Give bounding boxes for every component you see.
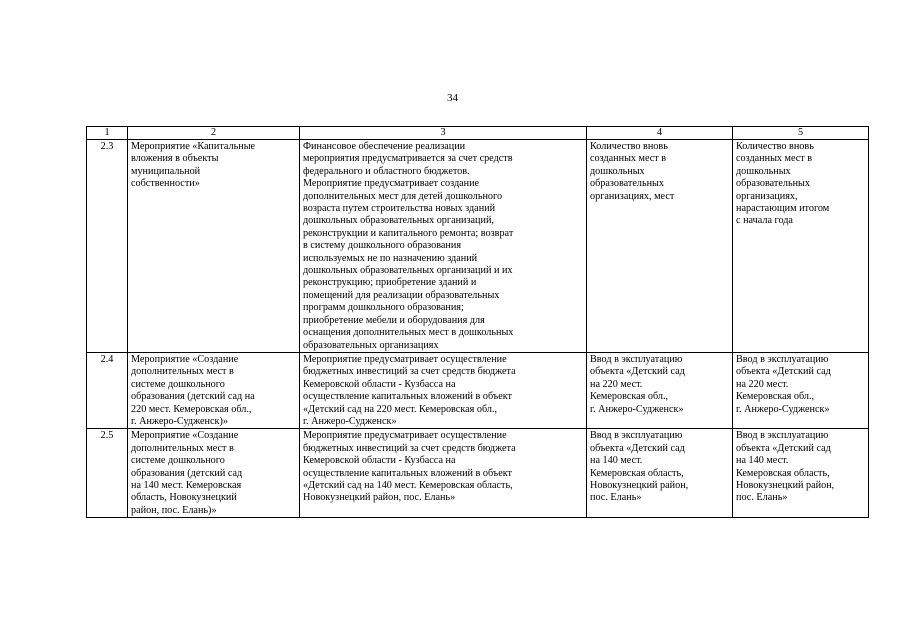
cell-text-line: возраста путем строительства новых зданий (303, 203, 496, 215)
table-row (87, 429, 869, 518)
cell-text-line: 220 мест. Кемеровская обл., (131, 403, 252, 415)
row-number: 2.4 (87, 352, 128, 428)
cell-text-line: программ дошкольного образования; (303, 302, 464, 314)
cell-text-line: Кемеровская обл., (736, 391, 815, 403)
cell-text-line: осуществление капитальных вложений в объект (303, 467, 512, 479)
cell-text-line: бюджетных инвестиций за счет средств бюджета (303, 366, 516, 378)
column-header: 5 (733, 127, 869, 140)
cell-text-line: Кемеровская обл., (590, 391, 669, 403)
cell-text-line: с начала года (736, 215, 793, 227)
row-number: 2.3 (87, 140, 128, 353)
page-number: 34 (447, 92, 458, 104)
cell-text-line: г. Анжеро-Судженск» (590, 403, 684, 415)
cell-text-line: район, пос. Елань)» (131, 504, 217, 516)
table-header-row (87, 127, 869, 140)
cell-text-line: Кемеровской области - Кузбасса на (303, 455, 456, 467)
table-row (87, 352, 869, 428)
cell-text-line: федерального и областного бюджетов. (303, 165, 470, 177)
cell-text-line: бюджетных инвестиций за счет средств бюджета (303, 442, 516, 454)
cell-text-line: Кемеровская область, (736, 467, 830, 479)
cell-text-line: «Детский сад на 220 мест. Кемеровская обл., (303, 403, 498, 415)
cell-text-line: Мероприятие предусматривает осуществление (303, 430, 507, 442)
cell-text-line: муниципальной (131, 165, 201, 177)
cell-text-line: системе дошкольного (131, 455, 225, 467)
cell-text-line: дошкольных образовательных организаций, (303, 215, 494, 227)
cell-text-line: дошкольных образовательных организаций и их (303, 265, 513, 277)
cell-text-line: дополнительных мест для детей дошкольного (303, 190, 503, 202)
cell-text-line: Ввод в эксплуатацию (736, 353, 829, 365)
measure-description-cell (300, 140, 587, 353)
cell-text-line: дошкольных (590, 165, 645, 177)
measure-name-cell (128, 140, 300, 353)
cell-text-line: область, Новокузнецкий (131, 492, 237, 504)
column-header: 2 (128, 127, 300, 140)
column-header: 4 (587, 127, 733, 140)
cell-text-line: реконструкцию; приобретение зданий и (303, 277, 477, 289)
cell-text-line: на 220 мест. (736, 378, 789, 390)
cell-text-line: образовательных (590, 178, 664, 190)
measure-name-cell (128, 429, 300, 518)
cell-text-line: организациях, (736, 190, 798, 202)
cell-text-line: осуществление капитальных вложений в объект (303, 391, 512, 403)
cell-text-line: созданных мест в (590, 153, 667, 165)
cell-text-line: г. Анжеро-Судженск» (303, 415, 397, 427)
cell-text-line: дошкольных (736, 165, 791, 177)
measure-description-cell (300, 429, 587, 518)
cell-text-line: в систему дошкольного образования (303, 240, 462, 252)
cell-text-line: собственности» (131, 178, 200, 190)
cell-text-line: г. Анжеро-Судженск)» (131, 415, 228, 427)
indicator-method-cell (733, 140, 869, 353)
cell-text-line: образовательных организациях (303, 339, 439, 351)
cell-text-line: Мероприятие «Создание (131, 353, 239, 365)
cell-text-line: Кемеровская область, (590, 467, 684, 479)
cell-text-line: на 140 мест. (590, 455, 643, 467)
cell-text-line: нарастающим итогом (736, 203, 830, 215)
cell-text-line: Ввод в эксплуатацию (590, 353, 683, 365)
cell-text-line: Новокузнецкий район, (736, 479, 835, 491)
cell-text-line: вложения в объекты (131, 153, 219, 165)
row-number: 2.5 (87, 429, 128, 518)
cell-text-line: Количество вновь (590, 141, 668, 152)
table-row (87, 140, 869, 353)
cell-text-line: Новокузнецкий район, (590, 479, 689, 491)
cell-text-line: системе дошкольного (131, 378, 225, 390)
cell-text-line: Финансовое обеспечение реализации (303, 141, 466, 152)
cell-text-line: мероприятия предусматривается за счет средств (303, 153, 513, 165)
cell-text-line: приобретение мебели и оборудования для (303, 314, 485, 326)
cell-text-line: помещений для реализации образовательных (303, 289, 500, 301)
measures-table (86, 126, 869, 518)
cell-text-line: образовательных (736, 178, 810, 190)
cell-text-line: Ввод в эксплуатацию (590, 430, 683, 442)
cell-text-line: г. Анжеро-Судженск» (736, 403, 830, 415)
indicator-method-cell (733, 429, 869, 518)
measure-name-cell (128, 352, 300, 428)
cell-text-line: дополнительных мест в (131, 366, 234, 378)
cell-text-line: образования (детский сад (131, 467, 243, 479)
cell-text-line: Мероприятие предусматривает создание (303, 178, 480, 190)
column-header: 3 (300, 127, 587, 140)
indicator-name-cell (587, 352, 733, 428)
cell-text-line: пос. Елань» (736, 492, 788, 504)
cell-text-line: Мероприятие «Капитальные (131, 141, 256, 152)
cell-text-line: дополнительных мест в (131, 442, 234, 454)
cell-text-line: организациях, мест (590, 190, 675, 202)
cell-text-line: пос. Елань» (590, 492, 642, 504)
cell-text-line: объекта «Детский сад (736, 366, 831, 378)
cell-text-line: Мероприятие предусматривает осуществление (303, 353, 507, 365)
cell-text-line: Ввод в эксплуатацию (736, 430, 829, 442)
cell-text-line: на 220 мест. (590, 378, 643, 390)
indicator-name-cell (587, 429, 733, 518)
cell-text-line: Количество вновь (736, 141, 814, 152)
cell-text-line: используемых не по назначению зданий (303, 252, 478, 264)
cell-text-line: объекта «Детский сад (590, 366, 685, 378)
cell-text-line: объекта «Детский сад (590, 442, 685, 454)
cell-text-line: Новокузнецкий район, пос. Елань» (303, 492, 456, 504)
indicator-method-cell (733, 352, 869, 428)
cell-text-line: объекта «Детский сад (736, 442, 831, 454)
cell-text-line: созданных мест в (736, 153, 813, 165)
cell-text-line: на 140 мест. Кемеровская (131, 479, 242, 491)
cell-text-line: реконструкции и капитального ремонта; возврат (303, 227, 514, 239)
cell-text-line: Мероприятие «Создание (131, 430, 239, 442)
cell-text-line: оснащения дополнительных мест в дошкольных (303, 327, 514, 339)
cell-text-line: образования (детский сад на (131, 391, 255, 403)
indicator-name-cell (587, 140, 733, 353)
measure-description-cell (300, 352, 587, 428)
cell-text-line: «Детский сад на 140 мест. Кемеровская область, (303, 479, 513, 491)
cell-text-line: Кемеровской области - Кузбасса на (303, 378, 456, 390)
column-header: 1 (87, 127, 128, 140)
cell-text-line: на 140 мест. (736, 455, 789, 467)
